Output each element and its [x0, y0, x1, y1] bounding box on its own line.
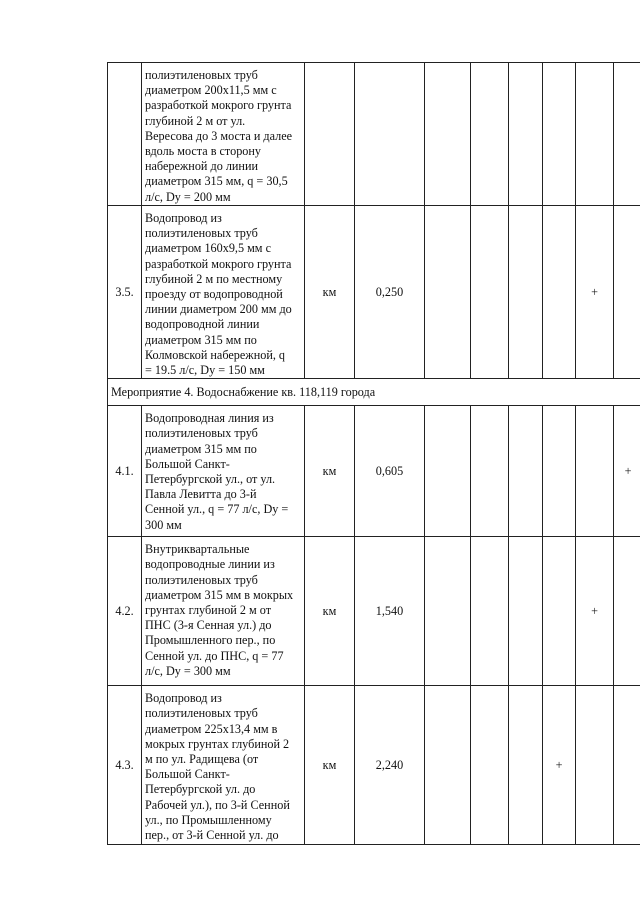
unit-cell	[305, 63, 355, 206]
description-line: Сенной ул., q = 77 л/с, Dy =	[145, 502, 289, 517]
item-number-cell: 4.1.	[108, 406, 142, 537]
table-row	[108, 686, 640, 845]
description-line: Сенной ул. до ПНС, q = 77	[145, 648, 284, 663]
description-line: пер., от 3-й Сенной ул. до	[145, 828, 279, 843]
year-mark-cell	[509, 206, 543, 379]
item-description-cell	[142, 686, 305, 845]
measures-table	[107, 62, 640, 845]
year-mark-cell	[471, 537, 509, 686]
description-line: 300 мм	[145, 517, 182, 532]
description-line: Колмовской набережной, q	[145, 347, 286, 362]
description-line: мокрых грунтах глубиной 2	[145, 736, 290, 751]
description-line: водопроводные линии из	[145, 557, 275, 572]
unit-cell: км	[305, 537, 355, 686]
description-line: водопроводной линии	[145, 317, 260, 332]
year-mark-cell	[509, 63, 543, 206]
year-mark-cell	[425, 686, 471, 845]
section-heading: Мероприятие 4. Водоснабжение кв. 118,119 города	[108, 379, 640, 406]
description-line: глубиной 2 м от ул.	[145, 113, 246, 128]
year-mark-cell	[614, 537, 640, 686]
description-line: Павла Левитта до 3-й	[145, 487, 257, 502]
description-line: Большой Санкт-	[145, 456, 230, 471]
description-line: Вересова до 3 моста и далее	[145, 128, 293, 143]
description-line: разработкой мокрого грунта	[145, 98, 292, 113]
description-line: вдоль моста в сторону	[145, 144, 261, 159]
year-mark-cell	[471, 206, 509, 379]
description-line: диаметром 315 мм, q = 30,5	[145, 174, 288, 189]
item-description-cell	[142, 537, 305, 686]
description-line: диаметром 315 мм по	[145, 441, 257, 456]
description-line: Петербургской ул. до	[145, 782, 256, 797]
description-line: Промышленного пер., по	[145, 633, 276, 648]
year-mark-cell	[543, 206, 576, 379]
quantity-cell: 1,540	[355, 537, 425, 686]
year-mark-cell	[614, 206, 640, 379]
unit-cell: км	[305, 206, 355, 379]
quantity-cell: 0,605	[355, 406, 425, 537]
year-mark-cell	[509, 406, 543, 537]
description-line: диаметром 160х9,5 мм с	[145, 241, 271, 256]
quantity-cell	[355, 63, 425, 206]
year-mark-cell: +	[614, 406, 640, 537]
description-line: полиэтиленовых труб	[145, 426, 258, 441]
description-line: полиэтиленовых труб	[145, 572, 258, 587]
description-line: Рабочей ул.), по 3-й Сенной	[145, 797, 290, 812]
description-line: Водопровод из	[145, 211, 222, 225]
description-line: глубиной 2 м по местному	[145, 271, 283, 286]
description-line: Внутриквартальные	[145, 542, 250, 557]
year-mark-cell	[543, 406, 576, 537]
description-line: диаметром 225х13,4 мм в	[145, 721, 278, 736]
year-mark-cell: +	[576, 537, 614, 686]
description-line: Большой Санкт-	[145, 767, 230, 782]
description-line: = 19.5 л/с, Dy = 150 мм	[145, 363, 265, 378]
description-line: линии диаметром 200 мм до	[145, 302, 292, 317]
quantity-cell: 0,250	[355, 206, 425, 379]
year-mark-cell	[509, 686, 543, 845]
table-row	[108, 63, 640, 206]
description-line: полиэтиленовых труб	[145, 226, 258, 241]
year-mark-cell	[425, 206, 471, 379]
item-description-cell	[142, 63, 305, 206]
year-mark-cell	[425, 63, 471, 206]
description-line: м по ул. Радищева (от	[145, 752, 259, 767]
item-number-cell: 3.5.	[108, 206, 142, 379]
description-line: Водопровод из	[145, 691, 222, 706]
year-mark-cell	[614, 686, 640, 845]
description-line: грунтах глубиной 2 м от	[145, 603, 272, 618]
year-mark-cell: +	[576, 206, 614, 379]
description-line: л/с, Dy = 300 мм	[145, 663, 231, 678]
year-mark-cell: +	[543, 686, 576, 845]
description-line: диаметром 315 мм по	[145, 332, 257, 347]
table-body	[108, 63, 640, 845]
unit-cell: км	[305, 686, 355, 845]
year-mark-cell	[509, 537, 543, 686]
item-number-cell: 4.2.	[108, 537, 142, 686]
description-line: полиэтиленовых труб	[145, 706, 258, 721]
year-mark-cell	[471, 406, 509, 537]
year-mark-cell	[576, 406, 614, 537]
year-mark-cell	[471, 63, 509, 206]
description-line: разработкой мокрого грунта	[145, 256, 292, 271]
year-mark-cell	[543, 63, 576, 206]
unit-cell: км	[305, 406, 355, 537]
description-line: диаметром 200х11,5 мм с	[145, 83, 277, 98]
year-mark-cell	[425, 537, 471, 686]
description-line: ПНС (3-я Сенная ул.) до	[145, 618, 272, 633]
description-line: Водопроводная линия из	[145, 411, 274, 426]
description-line: Петербургской ул., от ул.	[145, 472, 276, 487]
description-line: проезду от водопроводной	[145, 287, 283, 302]
item-number-cell: 4.3.	[108, 686, 142, 845]
description-line: ул., по Промышленному	[145, 812, 272, 827]
table-row	[108, 379, 640, 406]
table-row	[108, 537, 640, 686]
description-line: л/с, Dy = 200 мм	[145, 189, 231, 204]
item-description-cell	[142, 206, 305, 379]
year-mark-cell	[543, 537, 576, 686]
table-row	[108, 206, 640, 379]
item-description-cell	[142, 406, 305, 537]
description-line: полиэтиленовых труб	[145, 68, 258, 82]
description-line: набережной до линии	[145, 159, 259, 174]
year-mark-cell	[471, 686, 509, 845]
description-line: диаметром 315 мм в мокрых	[145, 587, 294, 602]
item-number-cell	[108, 63, 142, 206]
year-mark-cell	[576, 63, 614, 206]
year-mark-cell	[425, 406, 471, 537]
table-row	[108, 406, 640, 537]
quantity-cell: 2,240	[355, 686, 425, 845]
year-mark-cell	[576, 686, 614, 845]
year-mark-cell	[614, 63, 640, 206]
